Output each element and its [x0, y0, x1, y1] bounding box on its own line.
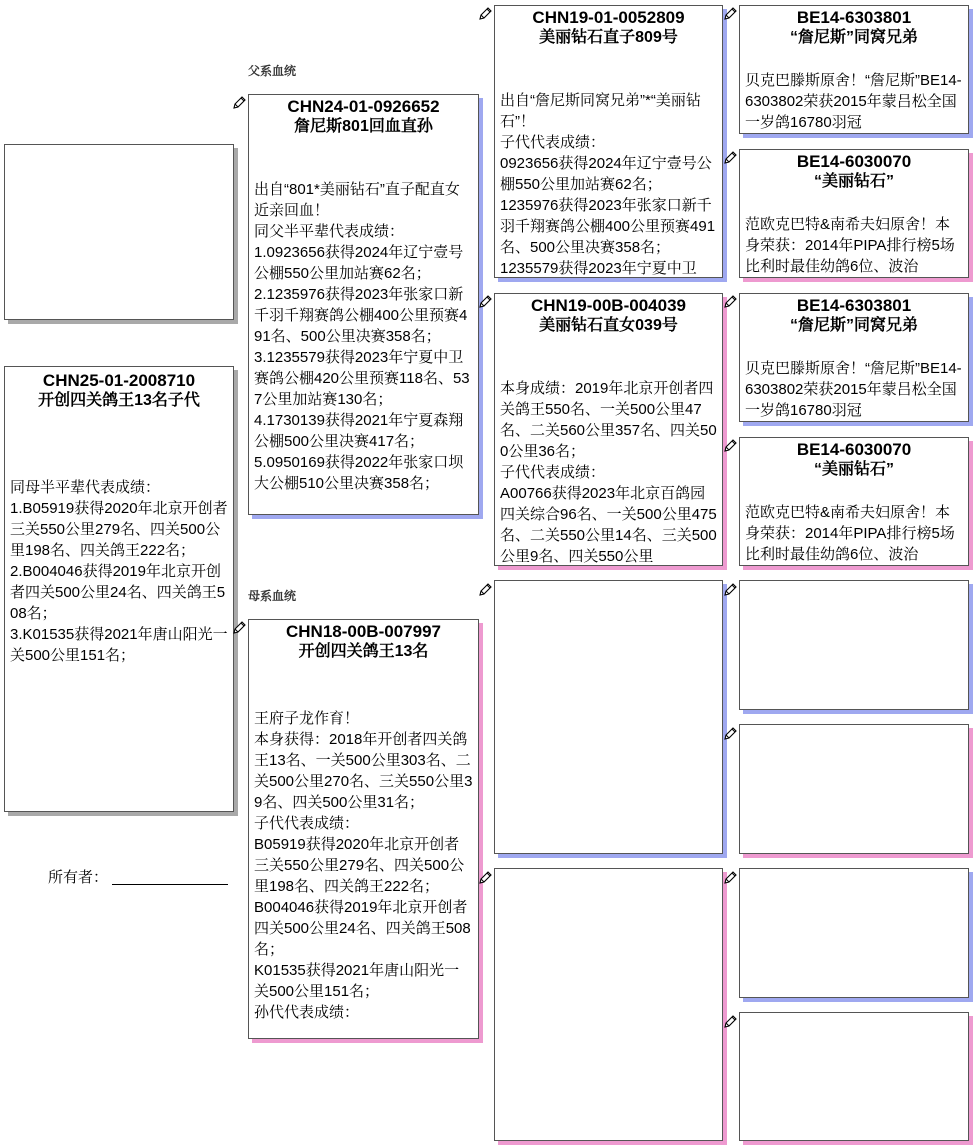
sire-dam-description: 本身成绩：2019年北京开创者四关鸽王550名、一关500公里47名、二关560公里357名、四关500公里36名； 子代代表成绩： A00766获得2023年北京百鸽园四关综合96名、一关500公里475名、二关550公里14名、三关500公里9名、四关550公里 — [500, 380, 717, 565]
ggp-card-3[interactable] — [739, 293, 969, 422]
ggp-name: “詹尼斯”同窝兄弟 — [789, 317, 918, 334]
ggp-card-7[interactable] — [739, 868, 969, 998]
owner-field[interactable] — [48, 866, 228, 887]
sire-name: 詹尼斯801回血直孙 — [294, 118, 433, 135]
dam-section-label: 母系血统 — [248, 589, 297, 603]
sire-sire-card[interactable] — [494, 5, 723, 278]
sire-dam-card[interactable] — [494, 293, 723, 566]
sire-sire-name: 美丽钻石直子809号 — [539, 29, 678, 46]
subject-name: 开创四关鸽王13名子代 — [38, 392, 200, 409]
ggp-name: “詹尼斯”同窝兄弟 — [789, 29, 918, 46]
ggp-card-2[interactable] — [739, 149, 969, 278]
photo-box[interactable] — [4, 144, 234, 320]
pencil-edit-icon[interactable] — [724, 726, 738, 740]
sire-dam-name: 美丽钻石直女039号 — [539, 317, 678, 334]
sire-section-label: 父系血统 — [248, 64, 297, 78]
sire-dam-ring-number: CHN19-00B-004039 — [531, 296, 686, 315]
sire-description: 出自“801*美丽钻石”直子配直女近亲回血！ 同父半平辈代表成绩： 1.0923656获得2024年辽宁壹号公棚550公里加站赛62名； 2.1235976获得2023年张家口新千羽千翔赛鸽公棚400公里预赛491名、500公里决赛358名； 3.1235579获得2023年宁夏中卫赛鸽公棚420公里预赛118名、537公里加站赛130名； 4.1730139获得2021年宁夏森翔公棚500公里决赛417名； 5.0950169获得2022年张家口坝大公棚510公里决赛358名； — [254, 181, 470, 492]
pencil-edit-icon[interactable] — [233, 95, 247, 109]
dam-name: 开创四关鸽王13名 — [298, 643, 429, 660]
ggp-ring-number: BE14-6303801 — [796, 296, 912, 315]
ggp-card-8[interactable] — [739, 1012, 969, 1141]
pencil-edit-icon[interactable] — [724, 150, 738, 164]
ggp-ring-number: BE14-6303801 — [796, 8, 912, 27]
ggp-description: 贝克巴滕斯原舍！“詹尼斯”BE14-6303802荣获2015年蒙吕松全国一岁鸽16780羽冠 — [745, 72, 962, 131]
ggp-card-6[interactable] — [739, 724, 969, 854]
sire-sire-description: 出自“詹尼斯同窝兄弟”*“美丽钻石”！ 子代代表成绩： 0923656获得2024年辽宁壹号公棚550公里加站赛62名； 1235976获得2023年张家口新千羽千翔赛鸽公棚400公里预赛491名、500公里决赛358名； 1235579获得2023年宁夏中卫 — [500, 92, 716, 277]
pencil-edit-icon[interactable] — [233, 620, 247, 634]
dam-ring-number: CHN18-00B-007997 — [286, 622, 441, 641]
pencil-edit-icon[interactable] — [479, 582, 493, 596]
ggp-card-1[interactable] — [739, 5, 969, 134]
sire-sire-ring-number: CHN19-01-0052809 — [532, 8, 685, 27]
subject-description: 同母半平辈代表成绩： 1.B05919获得2020年北京开创者三关550公里279名、四关500公里198名、四关鸽王222名； 2.B004046获得2019年北京开创者四关500公里24名、四关鸽王508名； 3.K01535获得2021年唐山阳光一关500公里151名； — [10, 479, 228, 664]
ggp-ring-number: BE14-6030070 — [796, 152, 912, 171]
sire-ring-number: CHN24-01-0926652 — [287, 97, 440, 116]
pencil-edit-icon[interactable] — [724, 438, 738, 452]
pencil-edit-icon[interactable] — [724, 294, 738, 308]
ggp-description: 贝克巴滕斯原舍！“詹尼斯”BE14-6303802荣获2015年蒙吕松全国一岁鸽16780羽冠 — [745, 360, 962, 419]
pencil-edit-icon[interactable] — [479, 6, 493, 20]
pencil-edit-icon[interactable] — [724, 870, 738, 884]
pencil-edit-icon[interactable] — [724, 582, 738, 596]
owner-label: 所有者： — [48, 869, 109, 886]
dam-description: 王府子龙作育！ 本身获得：2018年开创者四关鸽王13名、一关500公里303名、二关500公里270名、三关550公里39名、四关500公里31名； 子代代表成绩： B05919获得2020年北京开创者三关550公里279名、四关500公里198名、四关鸽王222名； B004046获得2019年北京开创者四关500公里24名、四关鸽王508名； K01535获得2021年唐山阳光一关500公里151名； 孙代代表成绩： — [254, 710, 473, 1021]
dam-dam-card[interactable] — [494, 868, 723, 1141]
ggp-description: 范欧克巴特&南希夫妇原舍！本身荣获：2014年PIPA排行榜5场比利时最佳幼鸽6位、波治 — [745, 504, 955, 563]
ggp-name: “美丽钻石” — [813, 461, 894, 478]
subject-card[interactable] — [4, 366, 234, 812]
dam-card[interactable] — [248, 619, 479, 1039]
ggp-card-4[interactable] — [739, 437, 969, 566]
sire-card[interactable] — [248, 94, 479, 515]
ggp-description: 范欧克巴特&南希夫妇原舍！本身荣获：2014年PIPA排行榜5场比利时最佳幼鸽6位、波治 — [745, 216, 955, 275]
subject-ring-number: CHN25-01-2008710 — [42, 371, 196, 390]
pencil-edit-icon[interactable] — [479, 294, 493, 308]
dam-sire-card[interactable] — [494, 580, 723, 854]
pencil-edit-icon[interactable] — [724, 6, 738, 20]
pencil-edit-icon[interactable] — [479, 870, 493, 884]
ggp-ring-number: BE14-6030070 — [796, 440, 912, 459]
ggp-name: “美丽钻石” — [813, 173, 894, 190]
owner-line — [112, 884, 228, 885]
ggp-card-5[interactable] — [739, 580, 969, 710]
pencil-edit-icon[interactable] — [724, 1014, 738, 1028]
